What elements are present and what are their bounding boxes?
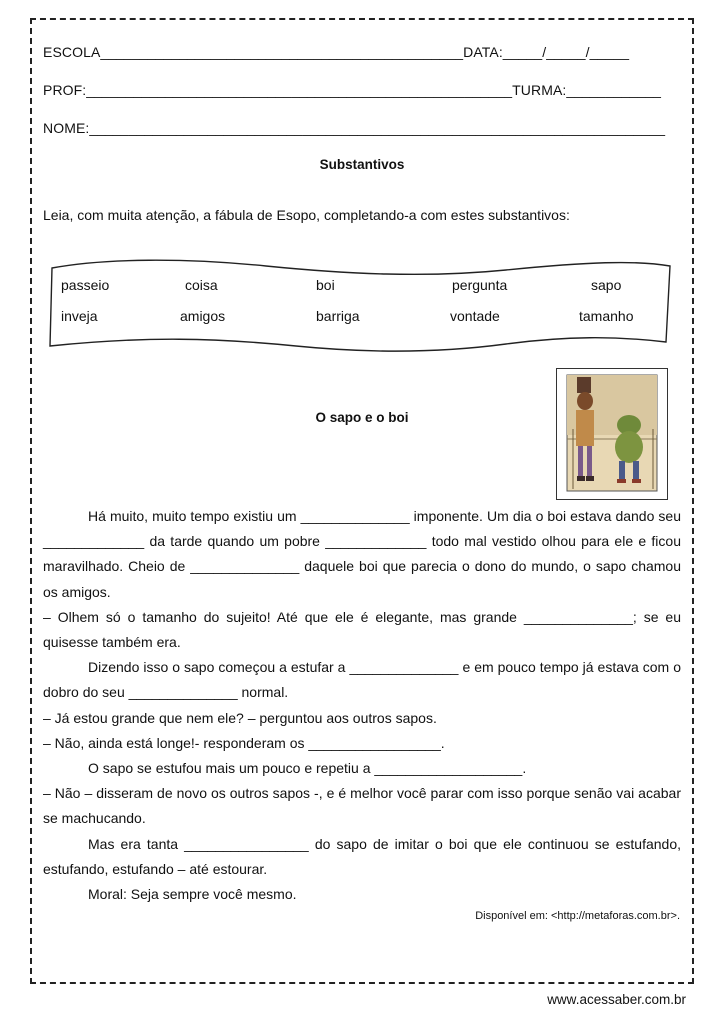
story-paragraph: – Olhem só o tamanho do sujeito! Até que ele é elegante, mas grande ______________; se eu quisesse também era. <box>43 608 681 651</box>
word-amigos: amigos <box>180 308 226 324</box>
story-paragraph: Dizendo isso o sapo começou a estufar a ______________ e em pouco tempo já estava com o dobro do seu ______________ normal. <box>43 659 681 701</box>
word-sapo: sapo <box>591 277 622 293</box>
story-paragraph: O sapo se estufou mais um pouco e repetiu a ___________________. <box>88 760 527 777</box>
story-paragraph: Há muito, muito tempo existiu um ______________ imponente. Um dia o boi estava dando seu _____________ da tarde quando um pobre _____________ todo mal vestido olhou para ele e ficou maravilhado. Cheio de ______________ daquele boi que parecia o dono do mundo, o sapo chamou os amigos. <box>43 508 681 600</box>
story-paragraph: Mas era tanta ________________ do sapo de imitar o boi que ele continuou se estufando, estufando, estufando – até estourar. <box>43 835 681 877</box>
story-paragraph: – Já estou grande que nem ele? – perguntou aos outros sapos. <box>43 709 437 726</box>
word-pergunta: pergunta <box>452 277 508 293</box>
footer-website: www.acessaber.com.br <box>547 992 686 1007</box>
story-title: O sapo e o boi <box>315 410 409 425</box>
source-citation: Disponível em: <http://metaforas.com.br>. <box>475 910 680 922</box>
word-barriga: barriga <box>316 308 360 324</box>
story-moral: Moral: Seja sempre você mesmo. <box>88 886 297 903</box>
word-bank <box>46 258 676 363</box>
word-vontade: vontade <box>450 308 500 324</box>
word-coisa: coisa <box>185 277 218 293</box>
word-tamanho: tamanho <box>579 308 634 324</box>
instruction-text: Leia, com muita atenção, a fábula de Esopo, completando-a com estes substantivos: <box>43 207 570 223</box>
student-name-line: NOME:_________________________________________________________________________ <box>43 120 666 136</box>
word-boi: boi <box>316 277 335 293</box>
worksheet-title: Substantivos <box>319 157 405 172</box>
story-text <box>43 504 681 907</box>
story-paragraph: – Não – disseram de novo os outros sapos -, e é melhor você parar com isso porque senão vai acabar se machucando. <box>43 785 681 827</box>
story-paragraph: – Não, ainda está longe!- responderam os _________________. <box>43 734 445 751</box>
teacher-class-line: PROF:______________________________________________________TURMA:____________ <box>43 82 662 98</box>
word-passeio: passeio <box>61 277 110 293</box>
school-date-line: ESCOLA______________________________________________DATA:_____/_____/_____ <box>43 44 630 60</box>
word-inveja: inveja <box>61 308 98 324</box>
fable-illustration <box>556 368 668 500</box>
